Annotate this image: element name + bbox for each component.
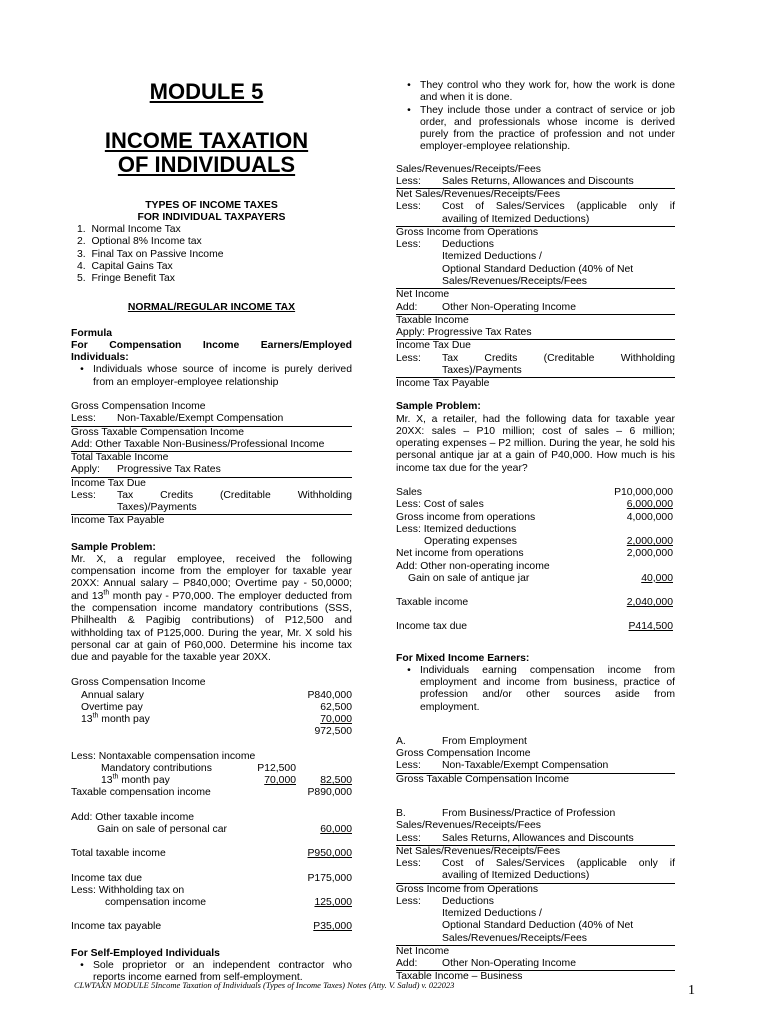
business-formula: Sales/Revenues/Receipts/Fees Less: Sales Returns, Allowances and Discounts Net Sales/Revenues/Receipts/Fees Less: Cost of Sales/Services (applicable only if availing of Itemized Deductions) Gross Income from Operations Less: Deductions Itemized Deductions / Optional Standard Deduction (40% of Net Sales/Revenues/Receipts/Fees Net Income Add: Other Non-Operating Income Taxable Income Apply: Progressive Tax Rates Income Tax Due Less: Tax Credits (Creditable Withholding Taxes)/Payments Income Tax Payable <box>396 163 675 390</box>
list-item: 5. Fringe Benefit Tax <box>77 273 175 285</box>
comp-formula: Gross Compensation Income Less: Non-Taxable/Exempt Compensation Gross Taxable Compensation Income Add: Other Taxable Non-Business/Professional Income Total Taxable Income Apply: Progressive Tax Rates Income Tax Due Less: Tax Credits (Creditable Withholding Taxes)/Payments Income Tax Payable <box>71 401 352 527</box>
sample2-text: Mr. X, a retailer, had the following data for taxable year 20XX: sales – P10 million; cost of sales – 6 million; operating expenses – P2 million. During the year, he sold his personal antique jar at a gain of P40,000. How much is his income tax due for the year? <box>396 413 675 474</box>
list-item: 4. Capital Gains Tax <box>77 260 173 272</box>
mixed-bullet: • Individuals earning compensation income from employment and income from business, practice of profession and/or other sources aside from employment. <box>407 664 675 713</box>
right-bullet-1: • They control who they work for, how the work is done and when it is done. <box>407 80 675 104</box>
list-item: 2. Optional 8% Income tax <box>77 236 202 248</box>
sample1-text: Mr. X, a regular employee, received the following compensation income from the employer for taxable year 20XX: Annual salary – P840,000; Overtime pay - 50,0000; and 13th month pay - P70,000. The employer deducted from the compensation income mandatory contributions (SSS, Philhealth & Pagibig contributions) of P12,500 and withholding tax of P125,000. During the year, Mr. X sold his personal car at gain of P60,000. Determine his income tax due and payable for the taxable year 20XX. <box>71 553 352 664</box>
types-heading-2: FOR INDIVIDUAL TAXPAYERS <box>137 211 286 223</box>
module-title: MODULE 5 <box>149 79 264 104</box>
sample1-heading: Sample Problem: <box>71 541 156 553</box>
main-title-line2: OF INDIVIDUALS <box>117 152 296 178</box>
page-footer: CLWTAXN MODULE 5Income Taxation of Individuals (Types of Income Taxes) Notes (Atty. V. Salud) v. 022023 <box>74 980 455 990</box>
normal-heading: NORMAL/REGULAR INCOME TAX <box>127 302 296 314</box>
left-column <box>71 80 352 984</box>
main-title-line1: INCOME TAXATION <box>104 128 309 154</box>
page-number: 1 <box>688 983 695 998</box>
list-item: 1. Normal Income Tax <box>77 224 181 236</box>
list-item: 3. Final Tax on Passive Income <box>77 248 224 260</box>
section-a: A. From Employment Gross Compensation Income Less: Non-Taxable/Exempt Compensation Gross Taxable Compensation Income <box>396 736 675 786</box>
comp-bullet: • Individuals whose source of income is purely derived from an employer-employee relationship <box>80 364 352 388</box>
right-bullet-2: • They include those under a contract of service or job order, and professionals whose income is derived purely from the practice of profession and not under employer-employee relationship. <box>407 104 675 153</box>
right-column <box>396 80 675 984</box>
comp-heading: For Compensation Income Earners/Employed Individuals: <box>71 339 352 364</box>
sample2-heading: Sample Problem: <box>396 401 481 413</box>
formula-label: Formula <box>71 327 112 339</box>
mixed-heading: For Mixed Income Earners: <box>396 652 530 664</box>
types-list <box>71 224 352 285</box>
types-heading-1: TYPES OF INCOME TAXES <box>145 199 278 211</box>
section-b: B. From Business/Practice of Profession Sales/Revenues/Receipts/Fees Less: Sales Returns, Allowances and Discounts Net Sales/Revenues/Receipts/Fees Less: Cost of Sales/Services (applicable only if availing of Itemized Deductions) Gross Income from Operations Less: Deductions Itemized Deductions / Optional Standard Deduction (40% of Net Sales/Revenues/Receipts/Fees Net Income Add: Other Non-Operating Income Taxable Income – Business <box>396 808 675 983</box>
self-employed-bullet: • Sole proprietor or an independent contractor who reports income earned from self-employment. <box>80 959 352 984</box>
sample2-solution: Sales P10,000,000 Less: Cost of sales 6,000,000 Gross income from operations 4,000,000 Less: Itemized deductions Operating expenses 2,000,000 Net income from operations 2,000,000 Add: Other non-operating income Gain on sale of antique jar 40,000 Taxable income 2,040,000 Income tax due P414,500 <box>396 486 673 633</box>
sample1-solution: Gross Compensation Income Annual salary P840,000 Overtime pay 62,500 13th month pay 70,000 972,500 Less: Nontaxable compensation income Mandatory contributions P12,500 13th month pay 70,000 82,500 Taxable compensation income P890,000 Add: Other taxable income Gain on sale of personal car 60,000 Total taxable income P950,000 Income tax due P175,000 Less: Withholding tax on compensation income 125,000 Income tax payable P35,000 <box>71 677 352 933</box>
self-employed-heading: For Self-Employed Individuals <box>71 947 220 959</box>
